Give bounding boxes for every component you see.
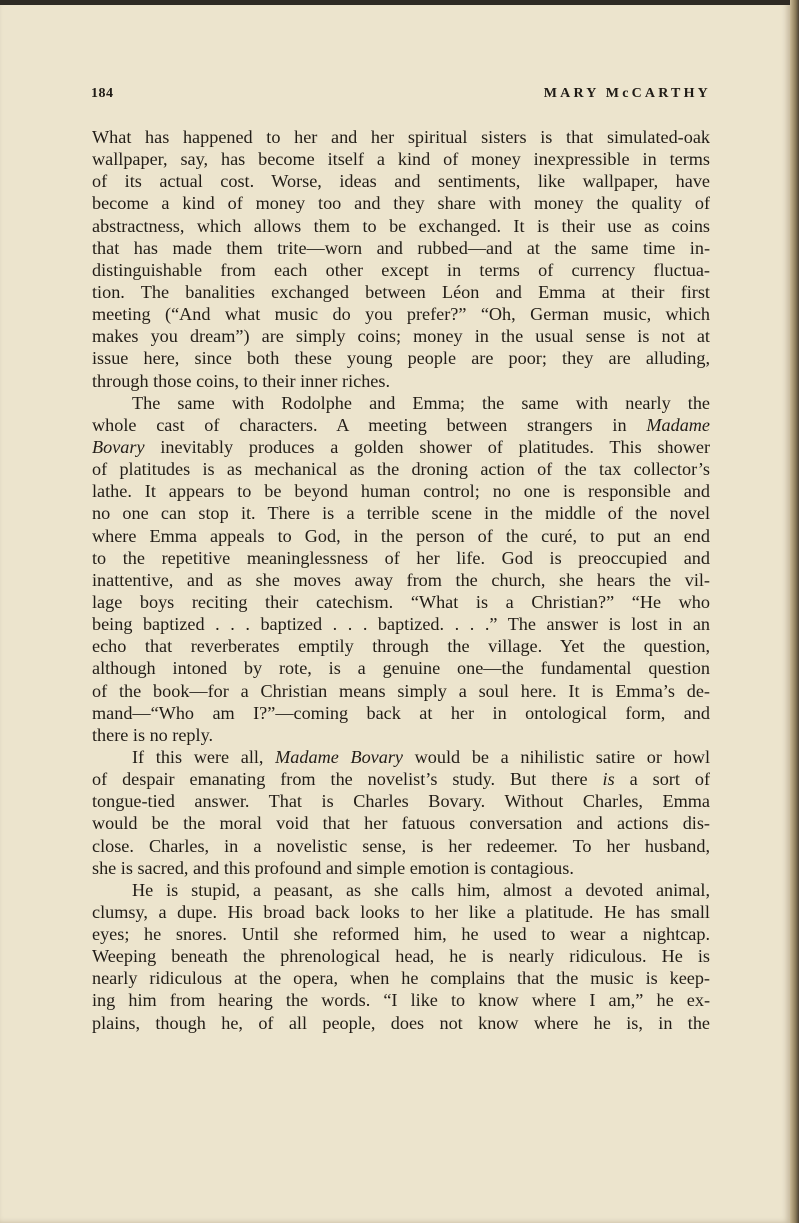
- text-line: there is no reply.: [92, 724, 214, 745]
- paragraph: [92, 392, 710, 746]
- body-text: [92, 126, 710, 1034]
- text-line: clumsy, a dupe. His broad back looks to her like a platitude. He has small: [92, 901, 710, 922]
- paragraph: [92, 746, 710, 879]
- text-line: lage boys reciting their catechism. “What is a Christian?” “He who: [92, 591, 710, 612]
- text-line: abstractness, which allows them to be exchanged. It is their use as coins: [92, 215, 710, 236]
- text-line: tion. The banalities exchanged between Léon and Emma at their first: [92, 281, 710, 302]
- text-line: to the repetitive meaninglessness of her life. God is preoccupied and: [92, 547, 710, 568]
- paragraph: [92, 879, 710, 1034]
- text-line: whole cast of characters. A meeting between strangers in Madame: [92, 414, 710, 435]
- paragraph: [92, 126, 710, 392]
- text-line: Weeping beneath the phrenological head, he is nearly ridiculous. He is: [92, 946, 710, 967]
- text-line: inattentive, and as she moves away from the church, she hears the vil-: [92, 569, 710, 590]
- text-line: He is stupid, a peasant, as she calls him, almost a devoted animal,: [132, 879, 710, 900]
- text-line: would be the moral void that her fatuous conversation and actions dis-: [92, 813, 710, 834]
- page-top-edge: [0, 0, 799, 5]
- text-line: ing him from hearing the words. “I like to know where I am,” he ex-: [92, 990, 710, 1011]
- text-line: become a kind of money too and they share with money the quality of: [92, 193, 710, 214]
- text-line: eyes; he snores. Until she reformed him, he used to wear a nightcap.: [92, 924, 710, 945]
- running-head: [91, 86, 711, 108]
- text-line: where Emma appeals to God, in the person of the curé, to put an end: [92, 525, 710, 546]
- page-number: 184: [91, 86, 114, 101]
- text-line: of its actual cost. Worse, ideas and sentiments, like wallpaper, have: [92, 171, 710, 192]
- text-line: nearly ridiculous at the opera, when he complains that the music is keep-: [92, 968, 710, 989]
- text-line: tongue-tied answer. That is Charles Bovary. Without Charles, Emma: [92, 791, 710, 812]
- text-line: meeting (“And what music do you prefer?” “Oh, German music, which: [92, 304, 710, 325]
- text-line: What has happened to her and her spiritual sisters is that simulated-oak: [92, 127, 710, 147]
- text-line: Bovary inevitably produces a golden shower of platitudes. This shower: [92, 436, 710, 457]
- text-line: of the book—for a Christian means simply a soul here. It is Emma’s de-: [92, 680, 710, 701]
- text-line: plains, though he, of all people, does not know where he is, in the: [92, 1012, 710, 1033]
- text-line: lathe. It appears to be beyond human control; no one is responsible and: [92, 481, 710, 502]
- page-binding-edge: [790, 0, 799, 1223]
- text-line: issue here, since both these young people are poor; they are alluding,: [92, 348, 710, 369]
- text-line: being baptized . . . baptized . . . baptized. . . .” The answer is lost in an: [92, 614, 710, 635]
- running-head-author: MARY McCARTHY: [543, 86, 711, 101]
- text-line: although intoned by rote, is a genuine one—the fundamental question: [92, 658, 710, 679]
- text-line: of platitudes is as mechanical as the droning action of the tax collector’s: [92, 459, 710, 480]
- text-line: makes you dream”) are simply coins; money in the usual sense is not at: [92, 326, 710, 347]
- text-line: distinguishable from each other except in terms of currency fluctua-: [92, 259, 710, 280]
- text-line: close. Charles, in a novelistic sense, is her redeemer. To her husband,: [92, 835, 710, 856]
- text-line: no one can stop it. There is a terrible scene in the middle of the novel: [92, 503, 710, 524]
- text-line: she is sacred, and this profound and simple emotion is contagious.: [92, 857, 574, 878]
- text-line: If this were all, Madame Bovary would be a nihilistic satire or howl: [132, 746, 710, 767]
- text-line: The same with Rodolphe and Emma; the same with nearly the: [132, 392, 710, 413]
- text-line: through those coins, to their inner riches.: [92, 370, 391, 391]
- text-line: mand—“Who am I?”—coming back at her in ontological form, and: [92, 702, 710, 723]
- text-line: echo that reverberates emptily through the village. Yet the question,: [92, 636, 710, 657]
- text-line: that has made them trite—worn and rubbed—and at the same time in-: [92, 237, 710, 258]
- text-line: wallpaper, say, has become itself a kind of money inexpressible in terms: [92, 149, 710, 170]
- text-line: of despair emanating from the novelist’s study. But there is a sort of: [92, 769, 710, 790]
